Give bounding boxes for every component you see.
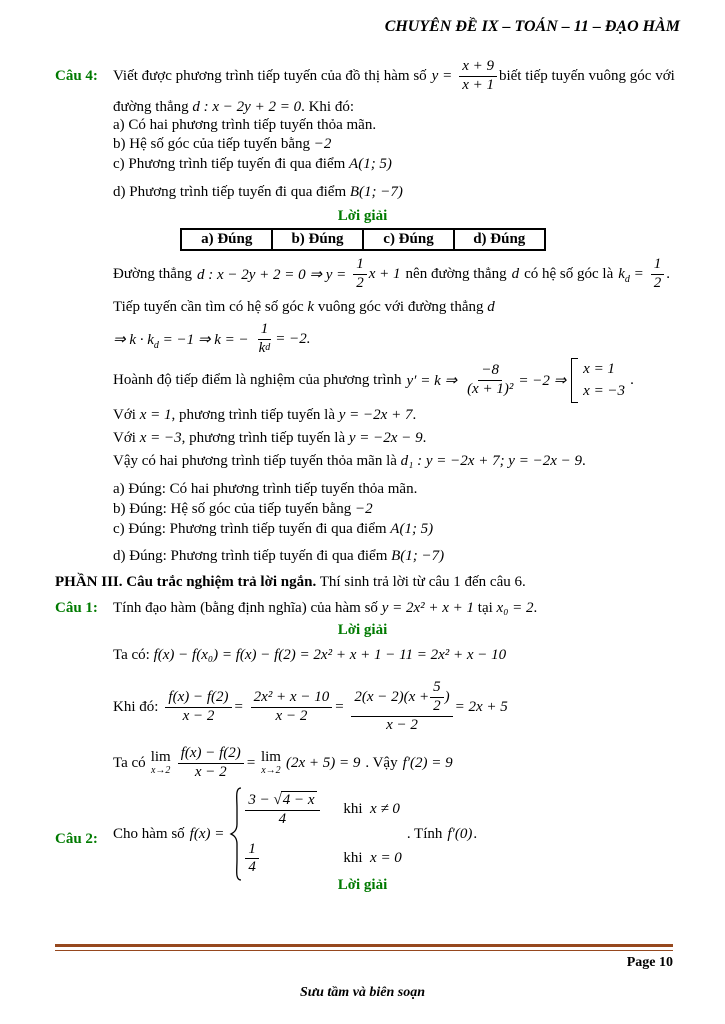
fraction-poly [251, 689, 333, 725]
sol3-math-1 [113, 330, 249, 349]
fraction-deriv [464, 362, 516, 398]
fraction-denominator: (x + 1)² [467, 380, 514, 397]
sol2-text-2: vuông góc với đường thẳng [317, 299, 484, 315]
sol6-period: . [422, 430, 427, 446]
fraction-1-2 [353, 256, 367, 292]
cases-bracket [571, 358, 625, 403]
answer-cell-a: a) Đúng [181, 229, 272, 250]
fraction-denominator: x + 1 [462, 76, 494, 93]
q1s3-math-2: f′(2) = 9 [402, 754, 453, 771]
limit-operator [151, 750, 171, 776]
conclusion-b-math: −2 [355, 501, 373, 517]
sol1-math-d: d [511, 265, 520, 282]
case-2: x = −3 [583, 383, 626, 399]
piecewise-rows [243, 785, 401, 883]
lim-word: lim [260, 749, 281, 765]
sol5-math-1: x = 1 [139, 407, 172, 423]
statement-c-math: A(1; 5) [349, 156, 392, 172]
statement-b-text: b) Hệ số góc của tiếp tuyến bằng [113, 136, 311, 152]
sol7-math: d₁ : y = −2x + 7; y = −2x − 9 [400, 453, 582, 469]
sol4-period: . [630, 371, 634, 388]
lim-word: lim [150, 749, 171, 765]
q1-period: . [533, 600, 538, 616]
fraction-numerator: x + 9 [459, 58, 497, 77]
sol3-m2: = −1 ⇒ k = − [162, 331, 249, 348]
question-2-label: Câu 2: [55, 831, 98, 847]
conclusion-c-text: c) Đúng: Phương trình tiếp tuyến đi qua điểm [113, 521, 387, 537]
fraction-denominator: 4 [248, 859, 256, 876]
kd-main: k [258, 339, 266, 356]
part-3-bold: PHẦN III. Câu trắc nghiệm trả lời ngắn. [55, 574, 317, 590]
fraction-diffquot2 [178, 745, 244, 781]
q4-line2-math: d : x − 2y + 2 = 0 [192, 99, 302, 115]
statement-c-text: c) Phương trình tiếp tuyến đi qua điểm [113, 156, 346, 172]
footer-rule [55, 944, 673, 951]
cond-math: x = 0 [370, 850, 402, 867]
fraction-numerator: 2x² + x − 10 [251, 689, 333, 708]
statement-b [113, 136, 331, 153]
fraction-numerator: 5 [430, 679, 444, 698]
fraction-denominator: x − 2 [386, 716, 418, 733]
q4-solution-line1 [113, 252, 675, 296]
sol6-text-1: Với [113, 430, 136, 446]
q1s1-math: f(x) − f(x₀) = f(x) − f(2) = 2x² + x + 1 − 11 = 2x² + x − 10 [153, 647, 507, 663]
kd-main: k [618, 265, 625, 282]
q1s2-eq2: = [334, 698, 345, 715]
sol6-math-2: y = −2x − 9 [348, 430, 423, 446]
conclusion-b-text: b) Đúng: Hệ số góc của tiếp tuyến bằng [113, 501, 352, 517]
footer-page-number: Page 10 [626, 955, 673, 970]
sol4-math-1: y′ = k ⇒ [406, 372, 458, 389]
fraction-numerator: 1 [245, 841, 259, 860]
sol2-math-d: d [487, 299, 495, 315]
sol5-text-2: , phương trình tiếp tuyến là [171, 407, 336, 423]
solution-heading-2: Lời giải [337, 622, 388, 638]
fraction-numerator [245, 791, 319, 811]
fraction-5-2 [430, 679, 444, 715]
sol2-text-1: Tiếp tuyến cần tìm có hệ số góc [113, 299, 304, 315]
q1s3-text-1: Ta có [113, 754, 146, 771]
sol5-period: . [412, 407, 417, 423]
sol7-period: . [582, 453, 586, 469]
q2-math-2: f′(0) [447, 825, 473, 842]
q1s2-text: Khi đó: [113, 698, 159, 715]
q1s2-result: = 2x + 5 [454, 698, 508, 715]
q2-text-2: . Tính [406, 825, 443, 842]
answer-table [180, 228, 546, 251]
sol3-m1: ⇒ k · k [113, 331, 154, 348]
q4-math-yeq: y = [431, 67, 453, 84]
radicand: 4 − x [282, 792, 315, 809]
fraction-1-2b [651, 256, 665, 292]
fraction-denominator: k d [258, 339, 271, 356]
q1s3-math-1: (2x + 5) = 9 [285, 754, 361, 771]
page-header-title: CHUYÊN ĐỀ IX – TOÁN – 11 – ĐẠO HÀM [384, 18, 680, 35]
sol1-text-1: Đường thẳng [113, 265, 192, 282]
lim-subscript: x→2 [261, 765, 281, 776]
piecewise-value-1 [243, 791, 343, 828]
answer-table-row [181, 229, 545, 250]
fraction-numerator: 1 [258, 321, 272, 340]
sol3-m3: = −2. [275, 330, 311, 347]
fraction-factored [351, 679, 452, 734]
sol2-math-k: k [307, 299, 315, 315]
q4-text-1: Viết được phương trình tiếp tuyến của đồ thị hàm số [113, 67, 427, 84]
sol1-math-1: d : x − 2y + 2 = 0 ⇒ y = [196, 266, 347, 283]
conclusion-b [113, 501, 373, 518]
conclusion-a: a) Đúng: Có hai phương trình tiếp tuyến thỏa mãn. [113, 481, 418, 497]
footer-credit: Sưu tầm và biên soạn [299, 985, 426, 1000]
radical-icon: √ [273, 791, 282, 808]
q2-text-1: Cho hàm số [113, 825, 185, 842]
q4-solution-line2 [113, 299, 495, 316]
q1s3-text-2: . Vậy [365, 754, 398, 771]
piecewise-cond-2 [343, 850, 401, 867]
khi-word: khi [343, 850, 363, 867]
sol1-text-3: có hệ số góc là [524, 265, 614, 282]
answer-cell-b: b) Đúng [272, 229, 363, 250]
fraction-denominator: x − 2 [194, 763, 227, 780]
q1s2-eq1: = [233, 698, 244, 715]
q4-solution-line5 [113, 407, 416, 424]
fraction-x9-x1 [459, 58, 497, 94]
q1-solution-line3 [113, 742, 458, 784]
lim-subscript: x→2 [150, 765, 171, 776]
factored-pre: 2(x − 2)(x + [354, 688, 430, 705]
piecewise-value-2 [243, 841, 343, 877]
answer-cell-c: c) Đúng [363, 229, 454, 250]
case-1: x = 1 [583, 360, 615, 377]
q4-solution-line7 [113, 453, 586, 470]
sol1-text-2: nên đường thẳng [405, 265, 507, 282]
fraction-numerator: −8 [478, 362, 502, 381]
cases-column [583, 358, 625, 403]
factored-close: ) [444, 688, 450, 705]
statement-c [113, 156, 392, 173]
fraction-denominator: x − 2 [182, 707, 215, 724]
q1-text-1: Tính đạo hàm (bằng định nghĩa) của hàm số [113, 600, 378, 616]
fraction-numerator: f(x) − f(2) [178, 745, 244, 764]
sol1-kd [618, 266, 644, 283]
sol6-math-1: x = −3 [139, 430, 182, 446]
piecewise-row-1 [243, 791, 401, 828]
conclusion-c [113, 521, 433, 538]
fraction-denominator: 2 [653, 274, 662, 291]
sol1-math-2: x + 1 [368, 265, 401, 282]
fraction-numerator: f(x) − f(2) [165, 689, 231, 708]
khi-word: khi [343, 801, 363, 818]
fraction-diffquot [165, 689, 231, 725]
q4-solution-line4 [113, 353, 639, 407]
fraction-numerator: 1 [353, 256, 367, 275]
sol4-text-1: Hoành độ tiếp điểm là nghiệm của phương trình [113, 371, 402, 388]
piecewise-cond-1 [343, 801, 400, 818]
cond-math: x ≠ 0 [370, 801, 400, 818]
question-4-label: Câu 4: [55, 68, 98, 84]
statement-d-text: d) Phương trình tiếp tuyến đi qua điểm [113, 184, 347, 200]
sqrt-pre: 3 − [248, 791, 270, 808]
q2-period: . [473, 825, 478, 842]
fraction-sqrt [245, 791, 319, 828]
q1-solution-line1 [113, 647, 506, 664]
fraction-denominator: x − 2 [275, 707, 308, 724]
statement-b-math: −2 [313, 136, 332, 152]
fraction-numerator [351, 679, 452, 716]
fraction-1-kd [256, 321, 274, 357]
sol1-period: . [666, 265, 671, 282]
kd-eq: = [633, 265, 644, 282]
statement-d-math: B(1; −7) [349, 184, 403, 200]
q2-fx: f(x) = [189, 825, 225, 842]
q1-math-2: x₀ = 2 [496, 600, 534, 616]
q1-text-2: tại [477, 600, 493, 616]
q4-solution-line6 [113, 430, 426, 447]
solution-heading-1: Lời giải [337, 208, 388, 224]
statement-a: a) Có hai phương trình tiếp tuyến thỏa mãn. [113, 117, 377, 133]
part-3-rest: Thí sinh trả lời từ câu 1 đến câu 6. [319, 574, 526, 590]
part-3-heading [55, 574, 526, 591]
conclusion-c-math: A(1; 5) [390, 521, 434, 537]
fraction-denominator: 2 [433, 698, 441, 715]
statement-d [113, 184, 403, 201]
question-2-line [113, 786, 482, 882]
sol4-math-2: = −2 ⇒ [518, 372, 567, 389]
fraction-denominator: 2 [356, 274, 364, 291]
question-4-line1 [113, 55, 680, 97]
sol5-text-1: Với [113, 407, 136, 423]
fraction-numerator: 1 [651, 256, 665, 275]
conclusion-d-text: d) Đúng: Phương trình tiếp tuyến đi qua điểm [113, 548, 388, 564]
kd-sub: d [624, 273, 630, 285]
sol5-math-2: y = −2x + 7 [338, 407, 413, 423]
q4-text-2: biết tiếp tuyến vuông góc với [498, 67, 675, 84]
q1-math-1: y = 2x² + x + 1 [381, 600, 475, 616]
question-1-line [113, 600, 537, 617]
answer-cell-d: d) Đúng [454, 229, 545, 250]
limit-operator-2 [261, 750, 281, 776]
left-bracket-icon [571, 358, 578, 403]
fraction-denominator: 4 [278, 810, 287, 827]
sol3-sub: d [153, 339, 159, 351]
q4-line2-text: đường thẳng [113, 99, 189, 115]
left-brace-icon [229, 786, 243, 882]
q1-solution-line2 [113, 674, 513, 740]
sol6-text-2: , phương trình tiếp tuyến là [181, 430, 346, 446]
conclusion-d [113, 548, 444, 565]
q4-line2-post: . Khi đó: [301, 99, 354, 115]
fraction-1-4 [245, 841, 259, 877]
sol7-text: Vậy có hai phương trình tiếp tuyến thỏa mãn là [113, 453, 397, 469]
q1s3-eq: = [245, 754, 256, 771]
conclusion-d-math: B(1; −7) [391, 548, 445, 564]
question-4-line2 [113, 99, 354, 116]
piecewise-block [229, 785, 401, 883]
piecewise-row-2 [243, 841, 401, 877]
q1s1-text: Ta có: [113, 647, 150, 663]
solution-heading-3: Lời giải [337, 877, 388, 893]
question-1-label: Câu 1: [55, 600, 98, 616]
